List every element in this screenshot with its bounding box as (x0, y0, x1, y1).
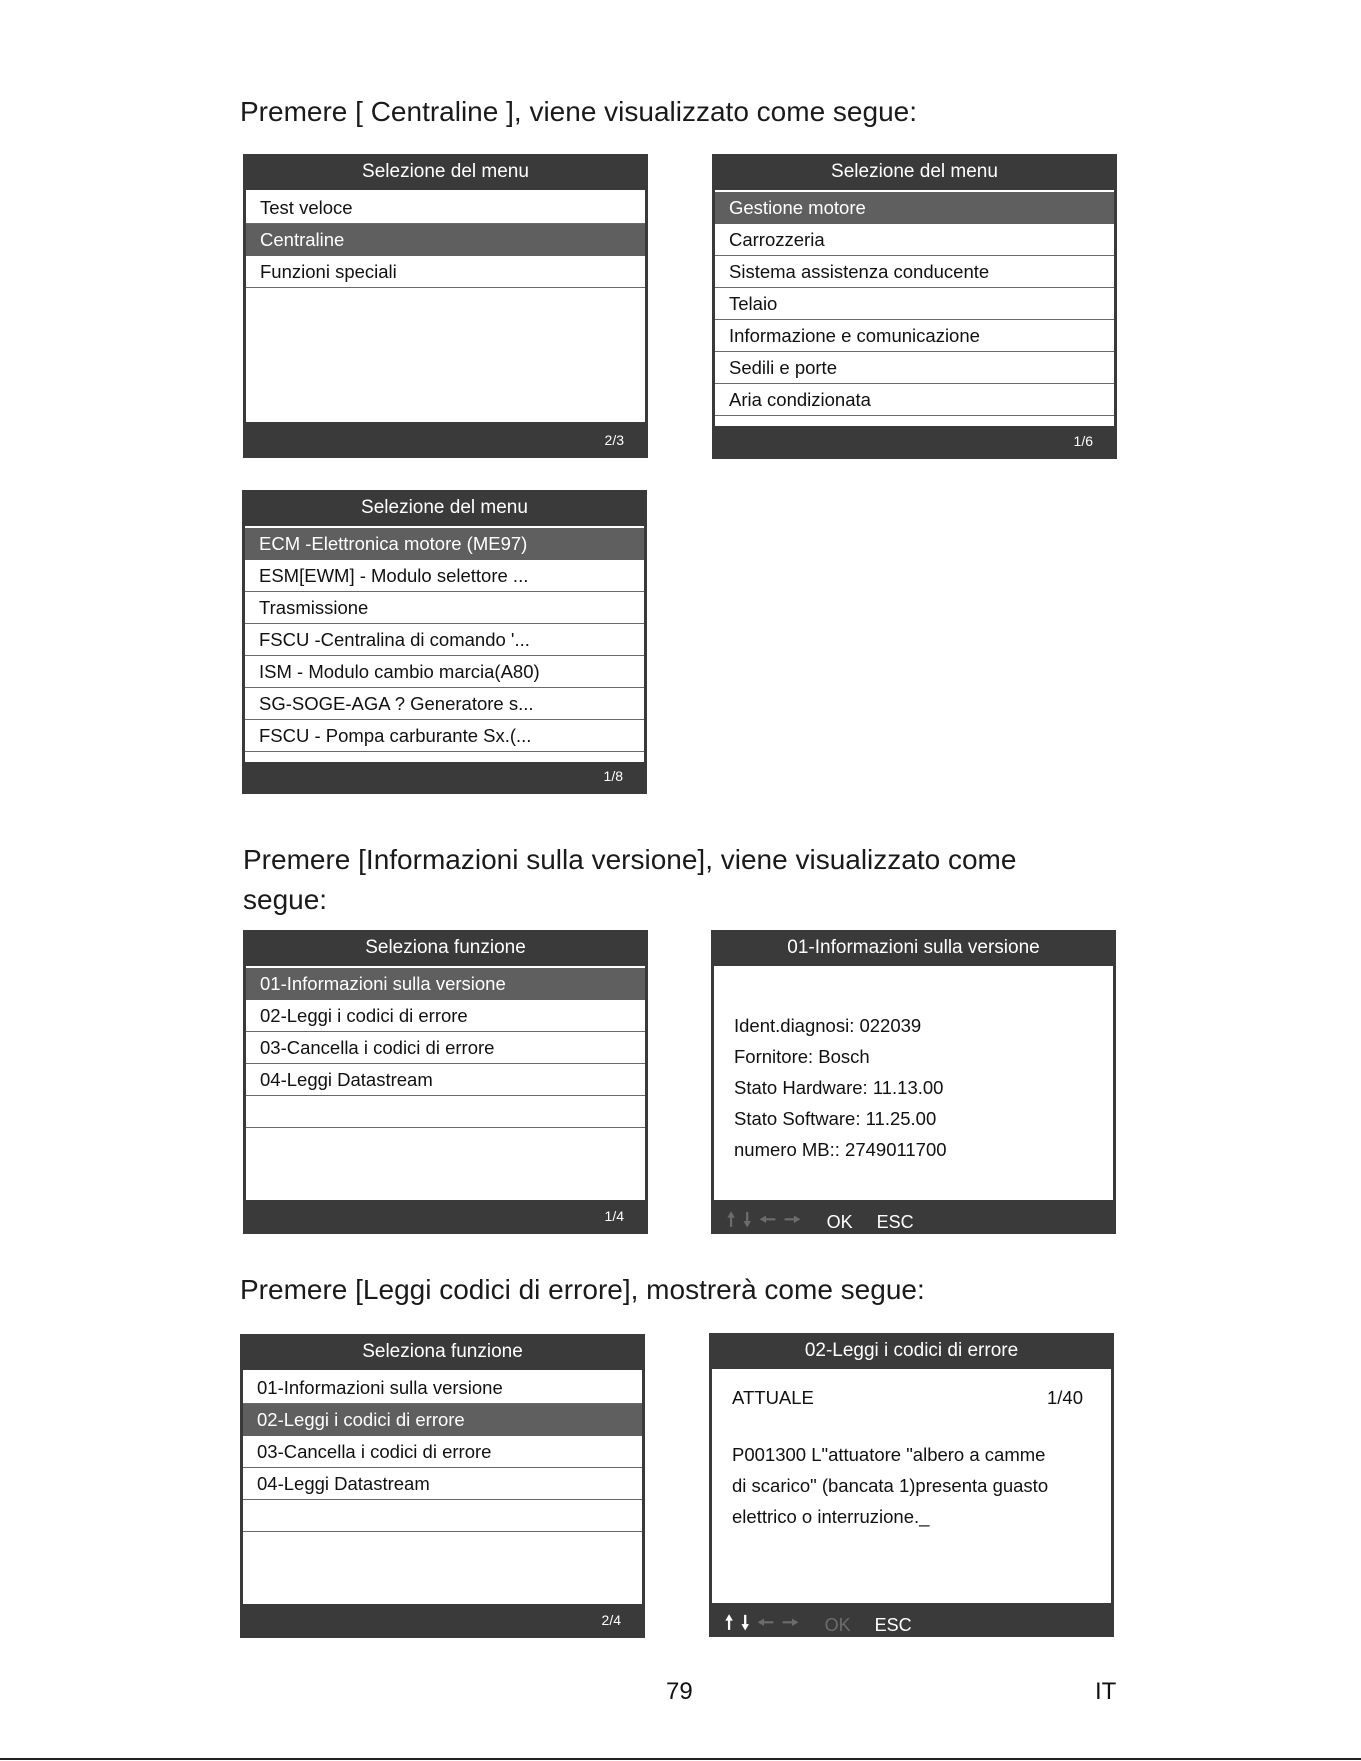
screen-title: Selezione del menu (362, 161, 529, 182)
dtc-line-1: P001300 L"attuatore "albero a camme (732, 1444, 1046, 1465)
menu-item-sg-soge-aga[interactable]: SG-SOGE-AGA ? Generatore s... (245, 688, 644, 720)
menu-item-sedili-porte[interactable]: Sedili e porte (715, 352, 1114, 384)
page-indicator: 1/4 (604, 1208, 624, 1224)
esc-button[interactable]: ESC (876, 1211, 914, 1232)
function-item-datastream[interactable]: 04-Leggi Datastream (246, 1064, 645, 1096)
menu-item-centraline[interactable]: Centraline (246, 224, 645, 256)
screen-title: Selezione del menu (831, 161, 998, 182)
dtc-counter: 1/40 (1046, 1387, 1083, 1408)
dtc-line-3: elettrico o interruzione._ (732, 1506, 930, 1527)
dtc-details (712, 1369, 1111, 1603)
screen-title: Seleziona funzione (365, 937, 526, 958)
arrow-down-icon[interactable]: 🠗 (743, 1210, 752, 1231)
screen-footer (242, 760, 647, 794)
language-code: IT (1095, 1678, 1117, 1705)
version-details (714, 966, 1113, 1200)
menu-item-ism[interactable]: ISM - Modulo cambio marcia(A80) (245, 656, 644, 688)
info-diagnosis-id: Ident.diagnosi: 022039 (734, 1015, 922, 1036)
ok-button[interactable]: OK (826, 1211, 853, 1232)
page-indicator: 2/4 (601, 1612, 621, 1628)
function-item-clear-codes[interactable]: 03-Cancella i codici di errore (243, 1436, 642, 1468)
screen-footer (712, 425, 1117, 459)
function-item-read-codes[interactable]: 02-Leggi i codici di errore (246, 1000, 645, 1032)
screen-version-info (711, 930, 1116, 1234)
menu-item-gestione-motore[interactable]: Gestione motore (715, 192, 1114, 224)
menu-list (246, 190, 645, 422)
function-item-version-info[interactable]: 01-Informazioni sulla versione (246, 968, 645, 1000)
arrow-down-icon[interactable]: 🠗 (741, 1613, 750, 1634)
page-indicator: 2/3 (604, 432, 624, 448)
page-indicator: 1/8 (603, 768, 623, 784)
function-item-empty (246, 1096, 645, 1128)
page-indicator: 1/6 (1073, 433, 1093, 449)
arrow-up-icon[interactable]: 🠕 (725, 1613, 734, 1634)
screen-title: Seleziona funzione (362, 1341, 523, 1362)
dtc-description (732, 1439, 1102, 1532)
function-item-version-info[interactable]: 01-Informazioni sulla versione (243, 1372, 642, 1404)
module-list (245, 526, 644, 762)
menu-item-funzioni-speciali[interactable]: Funzioni speciali (246, 256, 645, 288)
arrow-right-icon[interactable]: 🠖 (783, 1210, 801, 1231)
info-supplier: Fornitore: Bosch (734, 1046, 870, 1067)
heading-centraline: Premere [ Centraline ], viene visualizzato come segue: (240, 96, 917, 127)
function-item-clear-codes[interactable]: 03-Cancella i codici di errore (246, 1032, 645, 1064)
arrow-left-icon[interactable]: 🠔 (759, 1210, 776, 1231)
screen-function-select (243, 930, 648, 1234)
menu-item-aria-condizionata[interactable]: Aria condizionata (715, 384, 1114, 416)
heading-version-info-line2: segue: (243, 884, 328, 915)
screen-title: 01-Informazioni sulla versione (787, 937, 1040, 958)
info-software: Stato Software: 11.25.00 (734, 1108, 937, 1129)
menu-item-informazione-comunicazione[interactable]: Informazione e comunicazione (715, 320, 1114, 352)
info-mb-number: numero MB:: 2749011700 (734, 1139, 947, 1160)
heading-version-info-line1: Premere [Informazioni sulla versione], viene visualizzato come (243, 844, 1017, 875)
menu-item-carrozzeria[interactable]: Carrozzeria (715, 224, 1114, 256)
arrow-up-icon[interactable]: 🠕 (727, 1210, 736, 1231)
function-list (246, 966, 645, 1200)
menu-item-ecm[interactable]: ECM -Elettronica motore (ME97) (245, 528, 644, 560)
menu-item-esm[interactable]: ESM[EWM] - Modulo selettore ... (245, 560, 644, 592)
menu-item-test-veloce[interactable]: Test veloce (246, 192, 645, 224)
function-item-datastream[interactable]: 04-Leggi Datastream (243, 1468, 642, 1500)
heading-read-codes: Premere [Leggi codici di errore], mostrerà come segue: (240, 1274, 925, 1305)
menu-item-fscu-centralina[interactable]: FSCU -Centralina di comando '... (245, 624, 644, 656)
screen-control-units (712, 154, 1117, 459)
menu-item-telaio[interactable]: Telaio (715, 288, 1114, 320)
screen-footer (243, 1200, 648, 1234)
menu-item-fscu-pompa[interactable]: FSCU - Pompa carburante Sx.(... (245, 720, 644, 752)
screen-trouble-codes (709, 1333, 1114, 1637)
screen-footer (240, 1604, 645, 1638)
dtc-status: ATTUALE (732, 1387, 814, 1408)
arrow-right-icon[interactable]: 🠖 (781, 1613, 799, 1634)
screen-footer (709, 1603, 1114, 1637)
function-list (243, 1370, 642, 1604)
info-hardware: Stato Hardware: 11.13.00 (734, 1077, 944, 1098)
menu-item-trasmissione[interactable]: Trasmissione (245, 592, 644, 624)
page-number: 79 (666, 1678, 693, 1705)
screen-function-select-2 (240, 1334, 645, 1638)
menu-item-sistema-assistenza[interactable]: Sistema assistenza conducente (715, 256, 1114, 288)
screen-engine-modules (242, 490, 647, 794)
unit-list (715, 190, 1114, 426)
screen-title: Selezione del menu (361, 497, 528, 518)
esc-button[interactable]: ESC (874, 1614, 912, 1635)
function-item-read-codes[interactable]: 02-Leggi i codici di errore (243, 1404, 642, 1436)
function-item-empty (243, 1500, 642, 1532)
dtc-line-2: di scarico" (bancata 1)presenta guasto (732, 1475, 1049, 1496)
screen-title: 02-Leggi i codici di errore (804, 1340, 1019, 1361)
arrow-left-icon[interactable]: 🠔 (757, 1613, 774, 1634)
screen-menu-selection (243, 154, 648, 458)
screen-footer (711, 1200, 1116, 1234)
screen-footer (243, 424, 648, 458)
bottom-divider (0, 1758, 1361, 1760)
ok-button[interactable]: OK (824, 1614, 851, 1635)
